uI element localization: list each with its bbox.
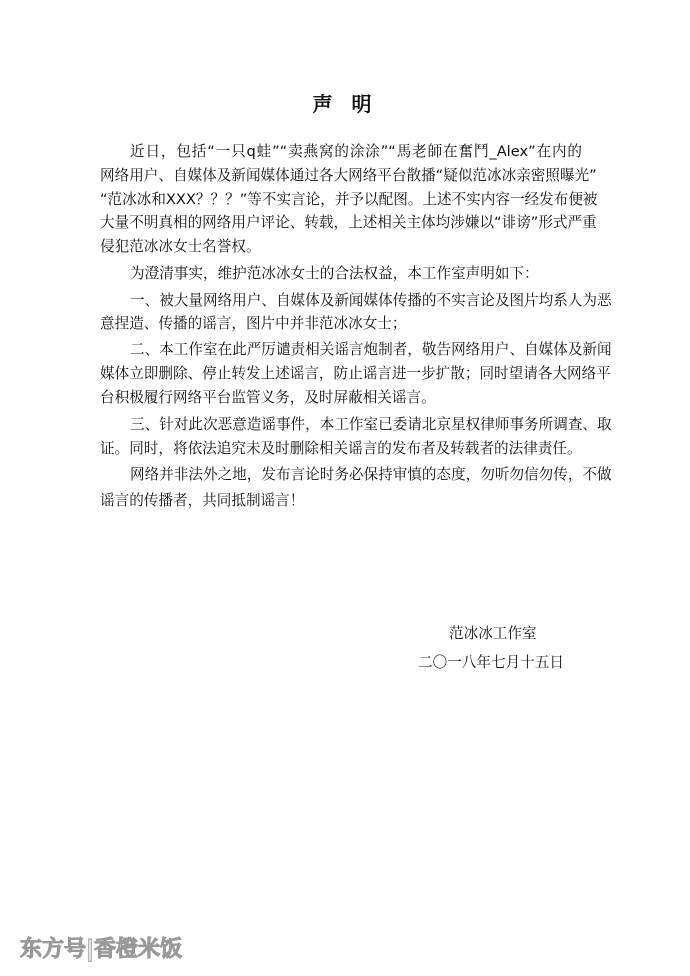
- text-line: 为澄清事实，维护范冰冰女士的合法权益，本工作室声明如下：: [130, 265, 539, 282]
- signature-date: 二〇一八年七月十五日: [418, 654, 564, 671]
- text-line: 一、被大量网络用户、自媒体及新闻媒体传播的不实言论及图片均系人为恶: [130, 292, 612, 309]
- text-line: 近日，包括“一只q蛙”“卖燕窝的涂涂”“馬老師在奮鬥_Alex”在内的: [130, 143, 582, 160]
- text-line: “范冰冰和XXX？？？”等不实言论，并予以配图。上述不实内容一经发布便被: [100, 191, 598, 208]
- watermark: 东方号|香橙米饭: [20, 937, 183, 962]
- text-line: 三、针对此次恶意造谣事件，本工作室已委请北京星权律师事务所调查、取: [130, 416, 612, 433]
- document-title: 声 明: [312, 92, 378, 116]
- text-line: 媒体立即删除、停止转发上述谣言，防止谣言进一步扩散；同时望请各大网络平: [100, 365, 611, 382]
- text-line: 证。同时，将依法追究未及时删除相关谣言的发布者及转载者的法律责任。: [100, 440, 582, 457]
- text-line: 二、本工作室在此严厉谴责相关谣言炮制者，敬告网络用户、自媒体及新闻: [130, 341, 612, 358]
- text-line: 侵犯范冰冰女士名誉权。: [100, 238, 261, 255]
- text-line: 网络用户、自媒体及新闻媒体通过各大网络平台散播“疑似范冰冰亲密照曝光”: [100, 167, 597, 184]
- text-line: 网络并非法外之地，发布言论时务必保持审慎的态度，勿听勿信勿传，不做: [130, 466, 612, 483]
- text-line: 台积极履行网络平台监管义务，及时屏蔽相关谣言。: [100, 389, 436, 406]
- text-line: 谣言的传播者，共同抵制谣言！: [100, 492, 305, 509]
- text-line: 意捏造、传播的谣言，图片中并非范冰冰女士；: [100, 315, 407, 332]
- text-line: 大量不明真相的网络用户评论、转载，上述相关主体均涉嫌以“诽谤”形式严重: [100, 214, 597, 231]
- signature-org: 范冰冰工作室: [449, 625, 537, 642]
